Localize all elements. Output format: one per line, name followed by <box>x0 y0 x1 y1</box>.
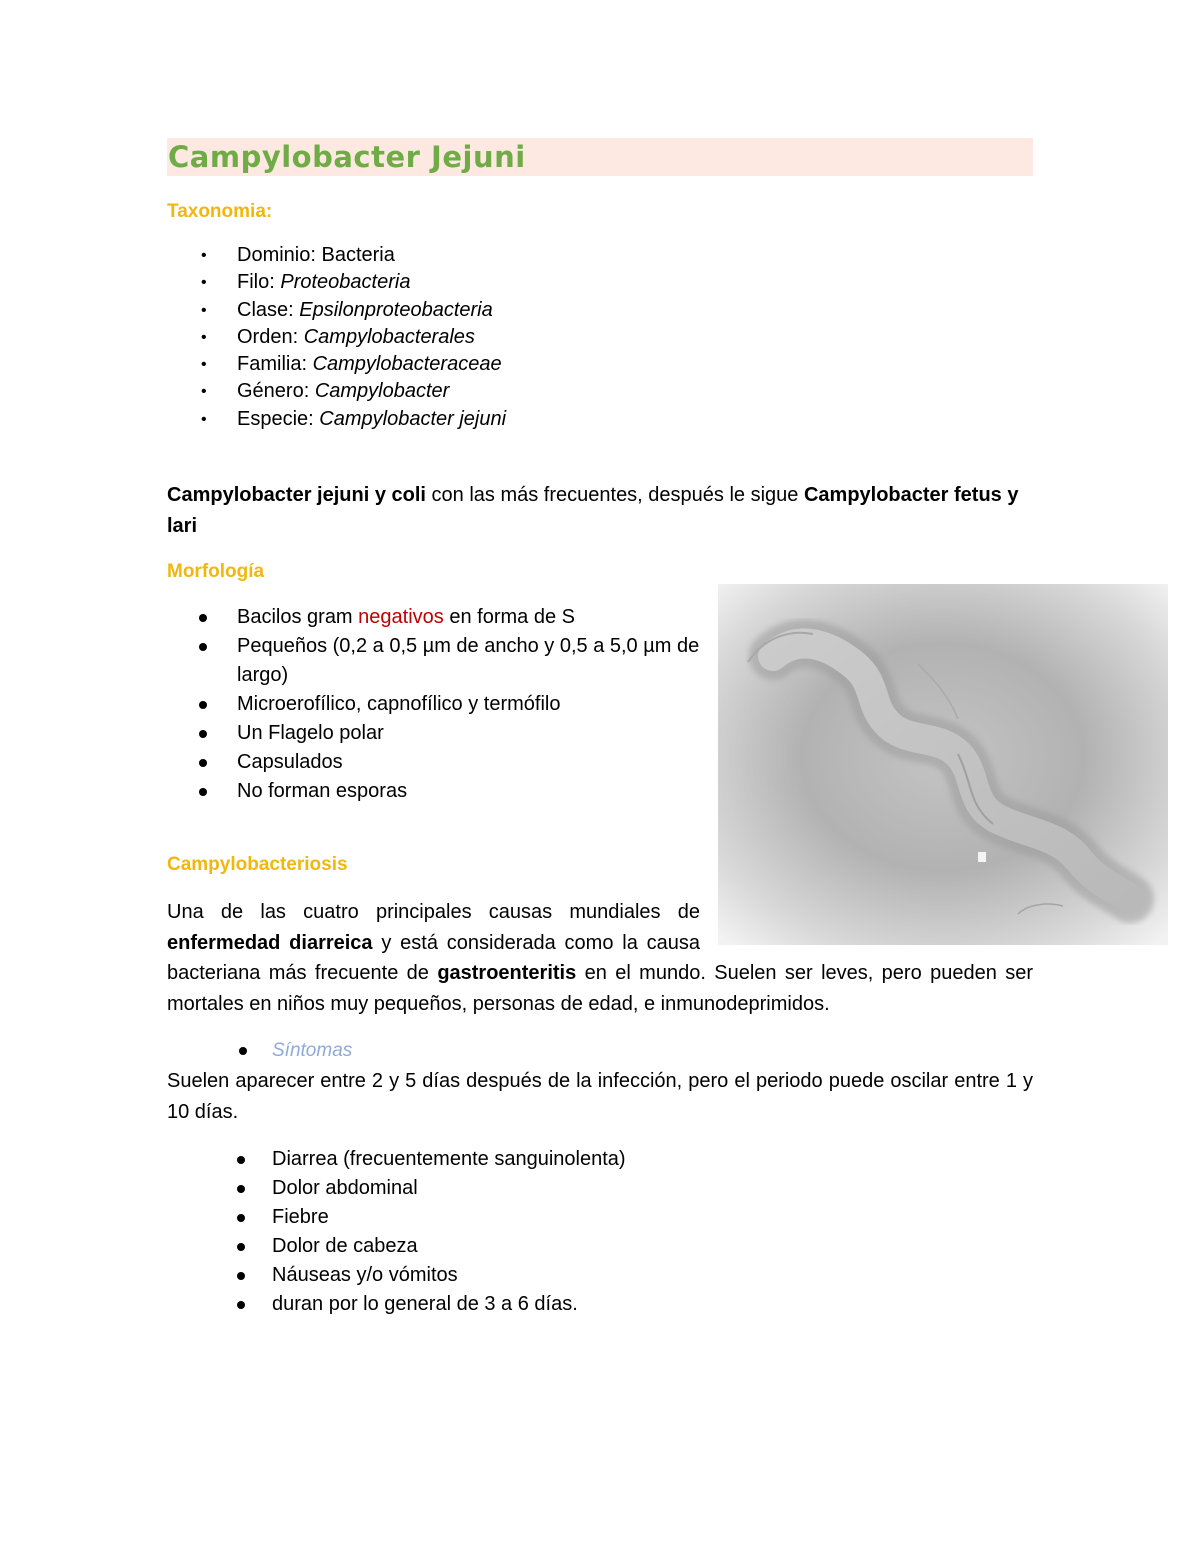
list-item: duran por lo general de 3 a 6 días. <box>167 1290 1033 1319</box>
list-item: Dolor abdominal <box>167 1174 1033 1203</box>
list-item: • Filo: Proteobacteria <box>167 269 506 296</box>
campylobacteriosis-line-1: Una de las cuatro principales causas mundiales de <box>167 901 700 923</box>
campylobacteriosis-line-3: bacteriana más frecuente de gastroenteritis en el mundo. Suelen ser leves, pero pueden ser mortales en niños muy pequeños, personas de edad, e inmunodeprimidos. <box>167 962 1033 1015</box>
sintomas-intro: Suelen aparecer entre 2 y 5 días después de la infección, pero el periodo puede oscilar entre 1 y 10 días. <box>167 1070 1033 1123</box>
campylobacteriosis-heading: Campylobacteriosis <box>167 854 348 875</box>
bacteria-micrograph-image <box>718 584 1168 945</box>
list-item: • Clase: Epsilonproteobacteria <box>167 297 506 324</box>
taxonomia-heading: Taxonomia: <box>167 201 273 222</box>
sintomas-list <box>167 1145 1033 1319</box>
list-item: Diarrea (frecuentemente sanguinolenta) <box>167 1145 1033 1174</box>
list-item: Bacilos gram negativos en forma de S <box>167 603 707 632</box>
list-item: • Género: Campylobacter <box>167 378 506 405</box>
morfologia-heading: Morfología <box>167 561 265 582</box>
frequency-paragraph: Campylobacter jejuni y coli con las más frecuentes, después le sigue Campylobacter fetus y lari <box>167 484 1019 537</box>
list-item: Microerofílico, capnofílico y termófilo <box>167 690 707 719</box>
list-item: Pequeños (0,2 a 0,5 µm de ancho y 0,5 a 5,0 µm de largo) <box>167 632 707 690</box>
list-item: Náuseas y/o vómitos <box>167 1261 1033 1290</box>
document-title: Campylobacter Jejuni <box>168 140 526 174</box>
list-item: Capsulados <box>167 748 707 777</box>
list-item: Dolor de cabeza <box>167 1232 1033 1261</box>
taxonomia-list <box>167 242 506 433</box>
campylobacteriosis-line-2: enfermedad diarreica y está considerada como la causa <box>167 932 700 954</box>
morfologia-list <box>167 603 707 806</box>
list-item: Un Flagelo polar <box>167 719 707 748</box>
list-item: Fiebre <box>167 1203 1033 1232</box>
list-item: • Especie: Campylobacter jejuni <box>167 406 506 433</box>
list-item: • Orden: Campylobacterales <box>167 324 506 351</box>
sintomas-heading: Síntomas <box>237 1038 352 1064</box>
list-item: • Familia: Campylobacteraceae <box>167 351 506 378</box>
list-item: No forman esporas <box>167 777 707 806</box>
list-item: • Dominio: Bacteria <box>167 242 506 269</box>
